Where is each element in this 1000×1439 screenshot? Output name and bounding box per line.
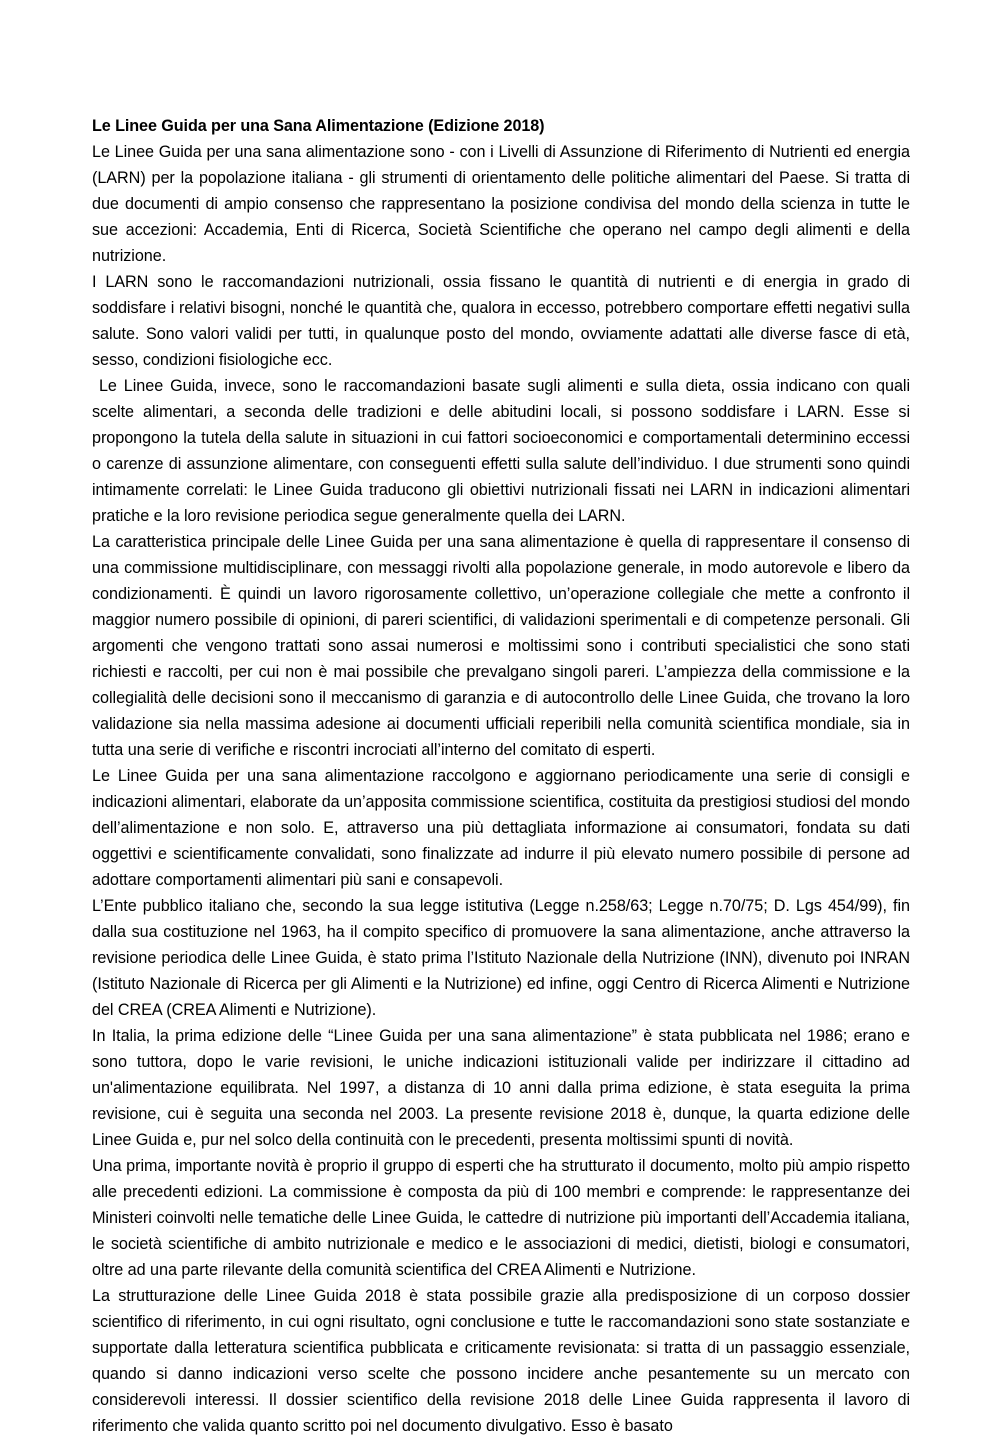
paragraph-gruppo-esperti: Una prima, importante novità è proprio il gruppo di esperti che ha strutturato il documento, molto più ampio rispetto alle precedenti edizioni. La commissione è composta da più di 100 membri e comprende: le rappresentanze dei Ministeri coinvolti nelle tematiche delle Linee Guida, le cattedre di nutrizione più importanti dell’Accademia italiana, le società scientifiche di ambito nutrizionale e medico e le associazioni di medici, dietisti, biologi e consumatori, oltre ad una parte rilevante della comunità scientifica del CREA Alimenti e Nutrizione. bbox=[92, 1157, 915, 1279]
paragraph-consigli-indicazioni: Le Linee Guida per una sana alimentazione raccolgono e aggiornano periodicamente una serie di consigli e indicazioni alimentari, elaborate da un’apposita commissione scientifica, costituita da prestigiosi studiosi del mondo dell’alimentazione e non solo. E, attraverso una più dettagliata informazione ai consumatori, fondata su dati oggettivi e scientificamente convalidati, sono finalizzate ad indurre il più elevato numero possibile di persone ad adottare comportamenti alimentari più sani e consapevoli. bbox=[92, 767, 915, 889]
paragraph-intro-linee-guida: Le Linee Guida per una sana alimentazione sono - con i Livelli di Assunzione di Riferimento di Nutrienti ed energia (LARN) per la popolazione italiana - gli strumenti di orientamento delle politiche alimentari del Paese. Si tratta di due documenti di ampio consenso che rappresentano la posizione condivisa del mondo della scienza in tutte le sue accezioni: Accademia, Enti di Ricerca, Società Scientifiche che operano nel campo degli alimenti e della nutrizione. bbox=[92, 143, 915, 265]
paragraph-larn-definizione: I LARN sono le raccomandazioni nutrizionali, ossia fissano le quantità di nutrienti e di energia in grado di soddisfare i relativi bisogni, nonché le quantità che, qualora in eccesso, potrebbero comportare effetti negativi sulla salute. Sono valori validi per tutti, in qualunque posto del mondo, ovviamente adattati alle diverse fasce di età, sesso, condizioni fisiologiche ecc. bbox=[92, 273, 915, 369]
paragraph-prima-edizione-1986: In Italia, la prima edizione delle “Linee Guida per una sana alimentazione” è stata pubblicata nel 1986; erano e sono tuttora, dopo le varie revisioni, le uniche indicazioni istituzionali valide per indirizzare il cittadino ad un'alimentazione equilibrata. Nel 1997, a distanza di 10 anni dalla prima edizione, è stata eseguita la prima revisione, cui è seguita una seconda nel 2003. La presente revisione 2018 è, dunque, la quarta edizione delle Linee Guida e, pur nel solco della continuità con le precedenti, presenta moltissimi spunti di novità. bbox=[92, 1027, 915, 1149]
document-text-body bbox=[92, 113, 915, 1439]
paragraph-ente-pubblico: L’Ente pubblico italiano che, secondo la sua legge istitutiva (Legge n.258/63; Legge n.70/75; D. Lgs 454/99), fin dalla sua costituzione nel 1963, ha il compito specifico di promuovere la sana alimentazione, anche attraverso la revisione periodica delle Linee Guida, è stato prima l’Istituto Nazionale della Nutrizione (INN), divenuto poi INRAN (Istituto Nazionale di Ricerca per gli Alimenti e la Nutrizione) ed infine, oggi Centro di Ricerca Alimenti e Nutrizione del CREA (CREA Alimenti e Nutrizione). bbox=[92, 897, 915, 1019]
paragraph-strutturazione-dossier: La strutturazione delle Linee Guida 2018 è stata possibile grazie alla predisposizione di un corposo dossier scientifico di riferimento, in cui ogni risultato, ogni conclusione e tutte le raccomandazioni sono state sostanziate e supportate dalla letteratura scientifica pubblicata e criticamente revisionata: si tratta di un passaggio essenziale, quando si danno indicazioni verso scelte che possono incidere anche pesantemente su un mercato con considerevoli interessi. Il dossier scientifico della revisione 2018 delle Linee Guida rappresenta il lavoro di riferimento che valida quanto scritto poi nel documento divulgativo. Esso è basato bbox=[92, 1287, 915, 1435]
document-heading: Le Linee Guida per una Sana Alimentazione (Edizione 2018) bbox=[92, 117, 545, 135]
paragraph-caratteristica-principale: La caratteristica principale delle Linee Guida per una sana alimentazione è quella di rappresentare il consenso di una commissione multidisciplinare, con messaggi rivolti alla popolazione generale, in modo autorevole e libero da condizionamenti. È quindi un lavoro rigorosamente collettivo, un’operazione collegiale che mette a confronto il maggior numero possibile di opinioni, di pareri scientifici, di validazioni sperimentali e di competenze personali. Gli argomenti che vengono trattati sono assai numerosi e moltissimi sono i contributi specialistici che sono stati richiesti e raccolti, per cui non è mai possibile che prevalgano singoli pareri. L’ampiezza della commissione e la collegialità delle decisioni sono il meccanismo di garanzia e di autocontrollo delle Linee Guida, che trovano la loro validazione sia nella massima adesione ai documenti ufficiali reperibili nella comunità scientifica mondiale, sia in tutta una serie di verifiche e riscontri incrociati all’interno del comitato di esperti. bbox=[92, 533, 915, 759]
paragraph-linee-guida-raccomandazioni: Le Linee Guida, invece, sono le raccomandazioni basate sugli alimenti e sulla dieta, ossia indicano con quali scelte alimentari, a seconda delle tradizioni e delle abitudini locali, si possono soddisfare i LARN. Esse si propongono la tutela della salute in situazioni in cui fattori socioeconomici e comportamentali determinino eccessi o carenze di assunzione alimentare, con conseguenti effetti sulla salute dell’individuo. I due strumenti sono quindi intimamente correlati: le Linee Guida traducono gli obiettivi nutrizionali fissati nei LARN in indicazioni alimentari pratiche e la loro revisione periodica segue generalmente quella dei LARN. bbox=[92, 377, 915, 525]
